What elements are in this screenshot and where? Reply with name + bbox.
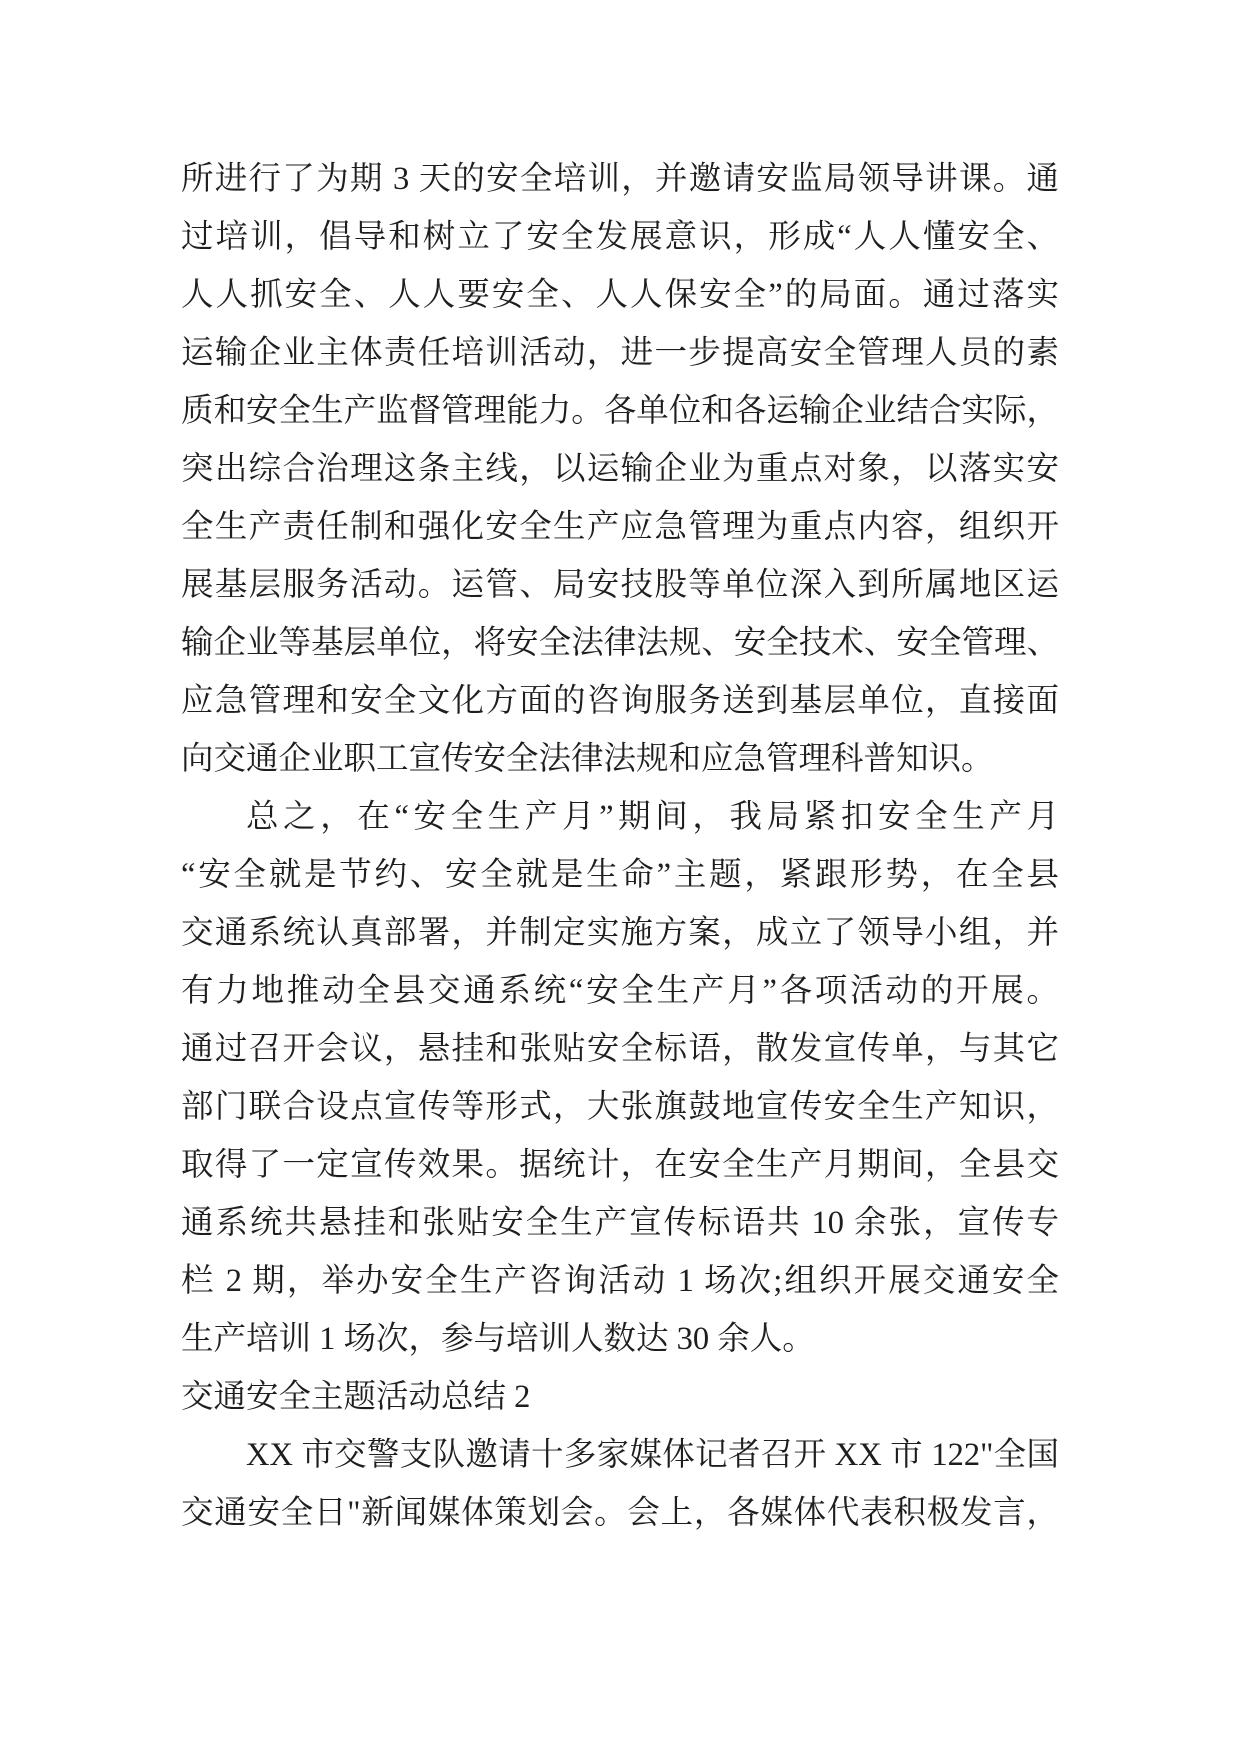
text-line: 全生产责任制和强化安全生产应急管理为重点内容，组织开 <box>181 509 1059 545</box>
text-line: 生产培训 1 场次，参与培训人数达 30 余人。 <box>181 1321 815 1357</box>
text-line: 运输企业主体责任培训活动，进一步提高安全管理人员的素 <box>181 335 1059 371</box>
text-line: 有力地推动全县交通系统“安全生产月”各项活动的开展。 <box>181 973 1059 1009</box>
text-line: 质和安全生产监督管理能力。各单位和各运输企业结合实际， <box>181 393 1059 429</box>
text-line: 总之，在“安全生产月”期间，我局紧扣安全生产月 <box>246 799 1059 835</box>
text-line: 通过召开会议，悬挂和张贴安全标语，散发宣传单，与其它 <box>181 1031 1059 1067</box>
paragraph-safety-training <box>181 150 1059 788</box>
text-line: XX 市交警支队邀请十多家媒体记者召开 XX 市 122"全国 <box>246 1437 1059 1473</box>
text-line: 交通安全日"新闻媒体策划会。会上，各媒体代表积极发言， <box>181 1495 1059 1531</box>
paragraph-media-meeting <box>181 1426 1059 1542</box>
text-line: 突出综合治理这条主线，以运输企业为重点对象，以落实安 <box>181 451 1059 487</box>
text-line: 所进行了为期 3 天的安全培训，并邀请安监局领导讲课。通 <box>181 161 1059 197</box>
text-line: 过培训，倡导和树立了安全发展意识，形成“人人懂安全、 <box>181 219 1059 255</box>
text-line: 人人抓安全、人人要安全、人人保安全”的局面。通过落实 <box>181 277 1059 313</box>
document-text-body <box>181 150 1059 1542</box>
section-heading-summary-2 <box>181 1368 1059 1426</box>
text-line: 部门联合设点宣传等形式，大张旗鼓地宣传安全生产知识， <box>181 1089 1059 1125</box>
text-line: 展基层服务活动。运管、局安技股等单位深入到所属地区运 <box>181 567 1059 603</box>
text-line: 向交通企业职工宣传安全法律法规和应急管理科普知识。 <box>181 741 994 777</box>
text-line: 交通系统认真部署，并制定实施方案，成立了领导小组，并 <box>181 915 1059 951</box>
text-line: 应急管理和安全文化方面的咨询服务送到基层单位，直接面 <box>181 683 1059 719</box>
text-line: 栏 2 期，举办安全生产咨询活动 1 场次;组织开展交通安全 <box>181 1263 1059 1299</box>
paragraph-summary <box>181 788 1059 1368</box>
text-line: 取得了一定宣传效果。据统计，在安全生产月期间，全县交 <box>181 1147 1059 1183</box>
text-line: 通系统共悬挂和张贴安全生产宣传标语共 10 余张，宣传专 <box>181 1205 1059 1241</box>
text-line: “安全就是节约、安全就是生命”主题，紧跟形势，在全县 <box>181 857 1059 893</box>
text-line: 交通安全主题活动总结 2 <box>181 1379 531 1415</box>
text-line: 输企业等基层单位，将安全法律法规、安全技术、安全管理、 <box>181 625 1059 661</box>
